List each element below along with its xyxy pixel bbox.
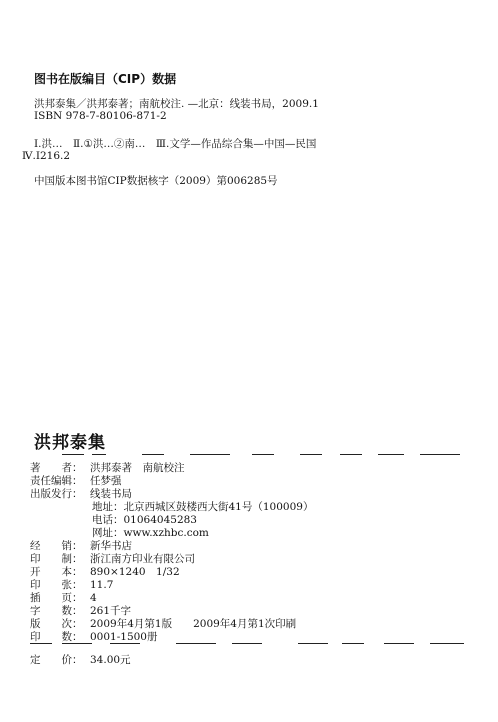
sheets-label: 印 张： bbox=[30, 579, 83, 591]
cip-entry: 洪邦泰集／洪邦泰著；南航校注. —北京：线装书局，2009.1 bbox=[34, 98, 319, 110]
copies-value: 0001-1500册 bbox=[90, 631, 158, 643]
printer-value: 浙江南方印业有限公司 bbox=[90, 553, 195, 565]
editor-label: 责任编辑： bbox=[30, 475, 83, 487]
cip-classification: Ⅰ.洪… Ⅱ.①洪…②南… Ⅲ.文学—作品综合集—中国—民国 bbox=[34, 138, 317, 150]
author-value: 洪邦泰著 南航校注 bbox=[90, 462, 185, 474]
cip-clc: Ⅳ.I216.2 bbox=[22, 150, 71, 162]
cip-approval: 中国版本图书馆CIP数据核字（2009）第006285号 bbox=[34, 175, 278, 187]
printer-label: 印 制： bbox=[30, 553, 83, 565]
sheets-value: 11.7 bbox=[90, 579, 114, 591]
cip-isbn: ISBN 978-7-80106-871-2 bbox=[34, 110, 167, 122]
edition-label: 版 次： bbox=[30, 618, 83, 630]
price-label: 定 价： bbox=[30, 654, 83, 666]
publisher-value: 线装书局 bbox=[90, 488, 132, 500]
publisher-phone: 电话：01064045283 bbox=[92, 514, 197, 526]
copies-label: 印 数： bbox=[30, 631, 83, 643]
author-label: 著 者： bbox=[30, 462, 83, 474]
words-label: 字 数： bbox=[30, 605, 83, 617]
distributor-label: 经 销： bbox=[30, 540, 83, 552]
price-value: 34.00元 bbox=[90, 654, 131, 666]
edition-value: 2009年4月第1版 2009年4月第1次印刷 bbox=[90, 618, 297, 630]
price-row bbox=[30, 652, 131, 667]
publisher-website: 网址：www.xzhbc.com bbox=[92, 527, 209, 539]
publisher-label: 出版发行： bbox=[30, 488, 83, 500]
copies-row bbox=[30, 629, 158, 644]
editor-value: 任梦强 bbox=[90, 475, 122, 487]
book-title: 洪邦泰集 bbox=[34, 433, 106, 453]
format-value: 890×1240 1/32 bbox=[90, 566, 180, 578]
plates-value: 4 bbox=[90, 592, 97, 604]
words-value: 261千字 bbox=[90, 605, 132, 617]
plates-label: 插 页： bbox=[30, 592, 83, 604]
format-label: 开 本： bbox=[30, 566, 83, 578]
distributor-value: 新华书店 bbox=[90, 540, 132, 552]
publisher-address: 地址：北京西城区鼓楼西大街41号（100009） bbox=[92, 501, 314, 513]
cip-heading: 图书在版编目（CIP）数据 bbox=[34, 72, 177, 86]
